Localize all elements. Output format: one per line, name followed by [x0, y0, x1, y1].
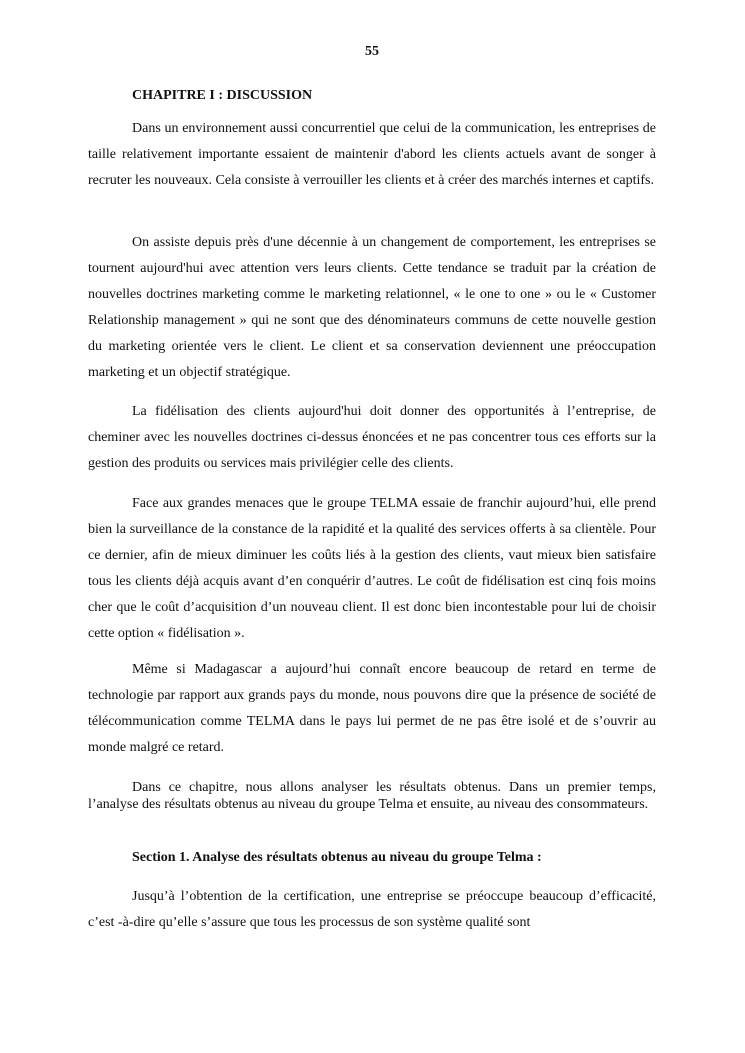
page-number: 55: [365, 44, 379, 59]
paragraph-6: Dans ce chapitre, nous allons analyser les résultats obtenus. Dans un premier temps, l’analyse des résultats obtenus au niveau du groupe Telma et ensuite, au niveau des consommateurs.: [88, 780, 656, 812]
paragraph-1: Dans un environnement aussi concurrentiel que celui de la communication, les entreprises de taille relativement importante essaient de maintenir d'abord les clients actuels avant de songer à recruter les nouveaux. Cela consiste à verrouiller les clients et à créer des marchés internes et captifs.: [88, 121, 656, 188]
paragraph-4: Face aux grandes menaces que le groupe TELMA essaie de franchir aujourd’hui, elle prend bien la surveillance de la constance de la rapidité et la qualité des services offerts à sa clientèle. Pour ce dernier, afin de mieux diminuer les coûts liés à la gestion des clients, vaut mieux bien satisfaire tous les clients déjà acquis avant d’en conquérir d’autres. Le coût de fidélisation est cinq fois moins cher que le coût d’acquisition d’un nouveau client. Il est donc bien incontestable pour lui de choisir cette option « fidélisation ».: [88, 496, 656, 641]
section-title: Section 1. Analyse des résultats obtenus au niveau du groupe Telma :: [132, 850, 542, 865]
chapter-title: CHAPITRE I : DISCUSSION: [132, 88, 313, 103]
paragraph-3: La fidélisation des clients aujourd'hui doit donner des opportunités à l’entreprise, de cheminer avec les nouvelles doctrines ci-dessus énoncées et ne pas concentrer tous ces efforts sur la gestion des produits ou services mais privilégier celle des clients.: [88, 404, 656, 471]
paragraph-2: On assiste depuis près d'une décennie à un changement de comportement, les entreprises se tournent aujourd'hui avec attention vers leurs clients. Cette tendance se traduit par la création de nouvelles doctrines marketing comme le marketing relationnel, « le one to one » ou le « Customer Relationship management » qui ne sont que des dénominateurs communs de cette nouvelle gestion du marketing orientée vers le client. Le client et sa conservation deviennent une préoccupation marketing et un objectif stratégique.: [88, 235, 656, 380]
paragraph-7: Jusqu’à l’obtention de la certification, une entreprise se préoccupe beaucoup d’efficacité, c’est -à-dire qu’elle s’assure que tous les processus de son système qualité sont: [88, 889, 656, 930]
paragraph-5: Même si Madagascar a aujourd’hui connaît encore beaucoup de retard en terme de technologie par rapport aux grands pays du monde, nous pouvons dire que la présence de société de télécommunication comme TELMA dans le pays lui permet de ne pas être isolé et de s’ouvrir au monde malgré ce retard.: [88, 662, 656, 755]
